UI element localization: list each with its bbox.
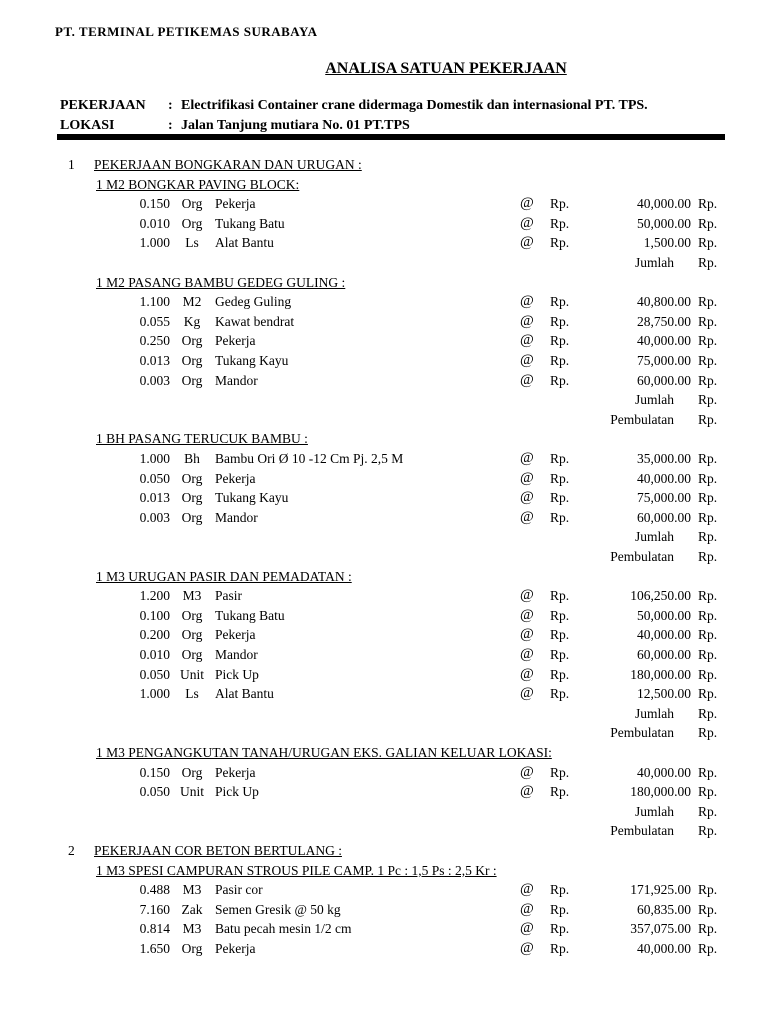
item-quantity: 0.013 [139,490,170,506]
item-unit: Org [181,941,203,956]
lokasi-colon: : [168,118,173,133]
total-label: Jumlah [635,705,674,721]
currency-label: Rp. [550,941,570,956]
total-row [0,821,768,841]
at-sign: @ [520,371,534,388]
item-unit: Org [181,470,203,486]
currency-label: Rp. [550,607,570,623]
at-sign: @ [520,626,534,643]
item-description: Pekerja [215,470,256,486]
pekerjaan-label: PEKERJAAN [60,98,146,113]
currency-label: Rp. [550,509,570,525]
item-description: Pick Up [215,666,259,682]
item-unit: Org [181,215,203,231]
item-quantity: 1.000 [139,451,170,466]
item-description: Pick Up [215,784,259,800]
item-quantity: 0.150 [139,764,170,780]
sub-row [0,273,768,293]
total-label: Jumlah [635,529,674,545]
item-unit: Ls [185,686,199,702]
item-description: Pekerja [215,627,256,643]
currency-label: Rp. [698,529,718,545]
item-unit: Kg [183,313,201,329]
item-quantity: 0.050 [139,666,170,682]
item-row [0,449,768,469]
currency-label: Rp. [698,627,718,643]
item-quantity: 0.488 [139,882,170,898]
total-row [0,704,768,724]
at-sign: @ [520,332,534,349]
item-description: Pekerja [215,196,256,212]
currency-label: Rp. [698,509,718,525]
at-sign: @ [520,920,534,937]
item-price: 40,000.00 [637,941,691,956]
sub-row [0,175,768,195]
item-unit: Bh [184,451,200,466]
item-description: Kawat bendrat [215,313,295,329]
item-row [0,331,768,351]
section-number: 1 [68,157,75,172]
total-row [0,253,768,273]
currency-label: Rp. [698,196,718,212]
currency-label: Rp. [550,588,570,604]
lokasi-value: Jalan Tanjung mutiara No. 01 PT.TPS [181,118,410,133]
total-row [0,410,768,430]
item-quantity: 0.013 [139,353,170,368]
currency-label: Rp. [698,647,718,662]
section-title: PEKERJAAN COR BETON BERTULANG : [94,843,342,858]
pekerjaan-colon: : [168,98,173,113]
currency-label: Rp. [698,470,718,486]
item-unit: Unit [179,784,204,800]
item-price: 106,250.00 [630,588,691,604]
total-label: Pembulatan [610,725,674,741]
item-price: 40,000.00 [637,470,691,486]
item-price: 180,000.00 [630,666,691,682]
total-row [0,723,768,743]
currency-label: Rp. [698,725,718,741]
item-price: 40,000.00 [637,333,691,349]
currency-label: Rp. [698,294,718,310]
at-sign: @ [520,234,534,251]
currency-label: Rp. [550,215,570,231]
item-unit: M3 [182,588,202,604]
item-description: Pasir cor [215,882,263,898]
at-sign: @ [520,881,534,898]
item-price: 60,835.00 [637,901,691,917]
item-quantity: 0.200 [139,627,170,643]
item-description: Pekerja [215,764,256,780]
total-label: Jumlah [635,803,674,819]
subsection-title: 1 M2 PASANG BAMBU GEDEG GULING : [96,274,346,290]
currency-label: Rp. [698,705,718,721]
item-unit: Org [181,196,203,212]
currency-label: Rp. [698,235,718,251]
item-quantity: 1.200 [139,588,170,604]
item-row [0,606,768,626]
currency-label: Rp. [550,666,570,682]
section-number: 2 [68,843,75,858]
subsection-title: 1 M3 URUGAN PASIR DAN PEMADATAN : [96,568,352,584]
currency-label: Rp. [550,627,570,643]
item-price: 75,000.00 [637,353,691,368]
item-quantity: 0.100 [139,607,170,623]
sub-row [0,567,768,587]
currency-label: Rp. [550,882,570,898]
subsection-title: 1 M3 SPESI CAMPURAN STROUS PILE CAMP. 1 Pc : 1,5 Ps : 2,5 Kr : [96,862,497,878]
item-description: Pekerja [215,941,256,956]
currency-label: Rp. [698,607,718,623]
item-row [0,880,768,900]
item-quantity: 1.100 [139,294,170,310]
item-description: Tukang Batu [215,215,285,231]
total-label: Pembulatan [610,549,674,564]
at-sign: @ [520,606,534,623]
sub-row [0,743,768,763]
item-quantity: 7.160 [139,901,170,917]
item-description: Gedeg Guling [215,294,292,310]
subsection-title: 1 M2 BONGKAR PAVING BLOCK: [96,176,300,192]
item-description: Tukang Kayu [215,490,289,506]
currency-label: Rp. [550,764,570,780]
item-unit: Org [181,490,203,506]
currency-label: Rp. [550,196,570,212]
at-sign: @ [520,783,534,800]
item-row [0,919,768,939]
item-row [0,488,768,508]
item-row [0,312,768,332]
at-sign: @ [520,940,534,956]
at-sign: @ [520,214,534,231]
item-row [0,214,768,234]
item-price: 40,000.00 [637,196,691,212]
at-sign: @ [520,900,534,917]
currency-label: Rp. [550,921,570,937]
item-quantity: 0.003 [139,509,170,525]
item-unit: M2 [182,294,202,310]
item-price: 180,000.00 [630,784,691,800]
company-name: PT. TERMINAL PETIKEMAS SURABAYA [55,24,318,39]
at-sign: @ [520,293,534,310]
currency-label: Rp. [550,333,570,349]
item-price: 12,500.00 [637,686,691,702]
total-label: Pembulatan [610,823,674,839]
at-sign: @ [520,685,534,702]
at-sign: @ [520,469,534,486]
currency-label: Rp. [698,549,718,564]
item-unit: Org [181,333,203,349]
total-row [0,547,768,567]
currency-label: Rp. [698,901,718,917]
item-description: Pasir [215,588,242,604]
subsection-title: 1 M3 PENGANGKUTAN TANAH/URUGAN EKS. GALIAN KELUAR LOKASI: [96,745,552,760]
item-unit: Ls [185,235,199,251]
item-description: Mandor [215,509,258,525]
sub-row [0,429,768,449]
currency-label: Rp. [698,941,718,956]
at-sign: @ [520,450,534,466]
pekerjaan-value: Electrifikasi Container crane didermaga Domestik dan internasional PT. TPS. [181,98,648,113]
item-price: 357,075.00 [630,921,691,937]
currency-label: Rp. [698,490,718,506]
item-price: 60,000.00 [637,509,691,525]
item-price: 50,000.00 [637,607,691,623]
item-row [0,665,768,685]
item-unit: Org [181,647,203,662]
currency-label: Rp. [698,803,718,819]
at-sign: @ [520,665,534,682]
item-quantity: 0.814 [139,921,170,937]
at-sign: @ [520,489,534,506]
at-sign: @ [520,646,534,662]
item-description: Alat Bantu [215,686,274,702]
sub-row [0,861,768,881]
item-description: Mandor [215,647,258,662]
item-unit: Org [181,607,203,623]
item-price: 75,000.00 [637,490,691,506]
currency-label: Rp. [550,235,570,251]
item-row [0,625,768,645]
item-row [0,782,768,802]
item-description: Pekerja [215,333,256,349]
currency-label: Rp. [698,313,718,329]
item-quantity: 0.150 [139,196,170,212]
currency-label: Rp. [698,784,718,800]
currency-label: Rp. [550,294,570,310]
at-sign: @ [520,352,534,368]
currency-label: Rp. [550,901,570,917]
item-row [0,233,768,253]
item-price: 60,000.00 [637,372,691,388]
currency-label: Rp. [698,392,718,408]
currency-label: Rp. [550,490,570,506]
item-row [0,586,768,606]
currency-label: Rp. [550,353,570,368]
total-row [0,390,768,410]
currency-label: Rp. [698,333,718,349]
currency-label: Rp. [550,313,570,329]
currency-label: Rp. [698,411,718,427]
item-row [0,292,768,312]
item-unit: Org [181,509,203,525]
item-price: 60,000.00 [637,647,691,662]
item-quantity: 0.010 [139,647,170,662]
item-description: Mandor [215,372,258,388]
total-label: Pembulatan [610,411,674,427]
at-sign: @ [520,587,534,604]
currency-label: Rp. [698,666,718,682]
item-quantity: 1.000 [139,235,170,251]
section-row [0,155,768,175]
currency-label: Rp. [698,823,718,839]
currency-label: Rp. [698,764,718,780]
currency-label: Rp. [698,921,718,937]
item-unit: Org [181,764,203,780]
currency-label: Rp. [698,215,718,231]
currency-label: Rp. [698,255,718,270]
currency-label: Rp. [698,353,718,368]
item-quantity: 0.050 [139,470,170,486]
total-label: Jumlah [635,255,674,270]
item-unit: Org [181,627,203,643]
item-quantity: 1.650 [139,941,170,956]
currency-label: Rp. [550,470,570,486]
item-unit: Zak [181,901,203,917]
item-price: 35,000.00 [637,451,691,466]
item-quantity: 1.000 [139,686,170,702]
at-sign: @ [520,312,534,329]
item-price: 40,000.00 [637,764,691,780]
currency-label: Rp. [550,372,570,388]
item-price: 40,800.00 [637,294,691,310]
currency-label: Rp. [698,882,718,898]
currency-label: Rp. [550,647,570,662]
item-price: 50,000.00 [637,215,691,231]
item-description: Alat Bantu [215,235,274,251]
item-quantity: 0.250 [139,333,170,349]
item-price: 171,925.00 [630,882,691,898]
currency-label: Rp. [550,784,570,800]
item-unit: Org [181,353,203,368]
item-row [0,351,768,371]
item-row [0,508,768,528]
item-unit: Unit [179,666,204,682]
at-sign: @ [520,763,534,780]
section-row [0,841,768,861]
item-quantity: 0.055 [139,313,170,329]
item-row [0,469,768,489]
item-description: Semen Gresik @ 50 kg [215,901,341,917]
item-row [0,939,768,959]
at-sign: @ [520,195,534,212]
item-quantity: 0.050 [139,784,170,800]
item-unit: Org [181,372,203,388]
item-row [0,763,768,783]
item-row [0,900,768,920]
currency-label: Rp. [698,588,718,604]
item-description: Bambu Ori Ø 10 -12 Cm Pj. 2,5 M [215,451,404,466]
item-price: 40,000.00 [637,627,691,643]
item-description: Tukang Batu [215,607,285,623]
currency-label: Rp. [698,372,718,388]
item-row [0,194,768,214]
item-description: Batu pecah mesin 1/2 cm [215,921,352,937]
section-title: PEKERJAAN BONGKARAN DAN URUGAN : [94,157,362,172]
document-title-text: ANALISA SATUAN PEKERJAAN [325,60,567,77]
item-price: 28,750.00 [637,313,691,329]
item-unit: M3 [182,921,202,937]
item-quantity: 0.003 [139,372,170,388]
at-sign: @ [520,508,534,525]
total-row [0,527,768,547]
currency-label: Rp. [550,686,570,702]
item-row [0,645,768,665]
item-row [0,371,768,391]
item-price: 1,500.00 [643,235,691,251]
currency-label: Rp. [550,451,570,466]
currency-label: Rp. [698,451,718,466]
total-label: Jumlah [635,392,674,408]
total-row [0,802,768,822]
currency-label: Rp. [698,686,718,702]
item-row [0,684,768,704]
item-unit: M3 [182,882,202,898]
subsection-title: 1 BH PASANG TERUCUK BAMBU : [96,431,308,447]
item-quantity: 0.010 [139,215,170,231]
item-description: Tukang Kayu [215,353,289,368]
lokasi-label: LOKASI [60,118,115,133]
